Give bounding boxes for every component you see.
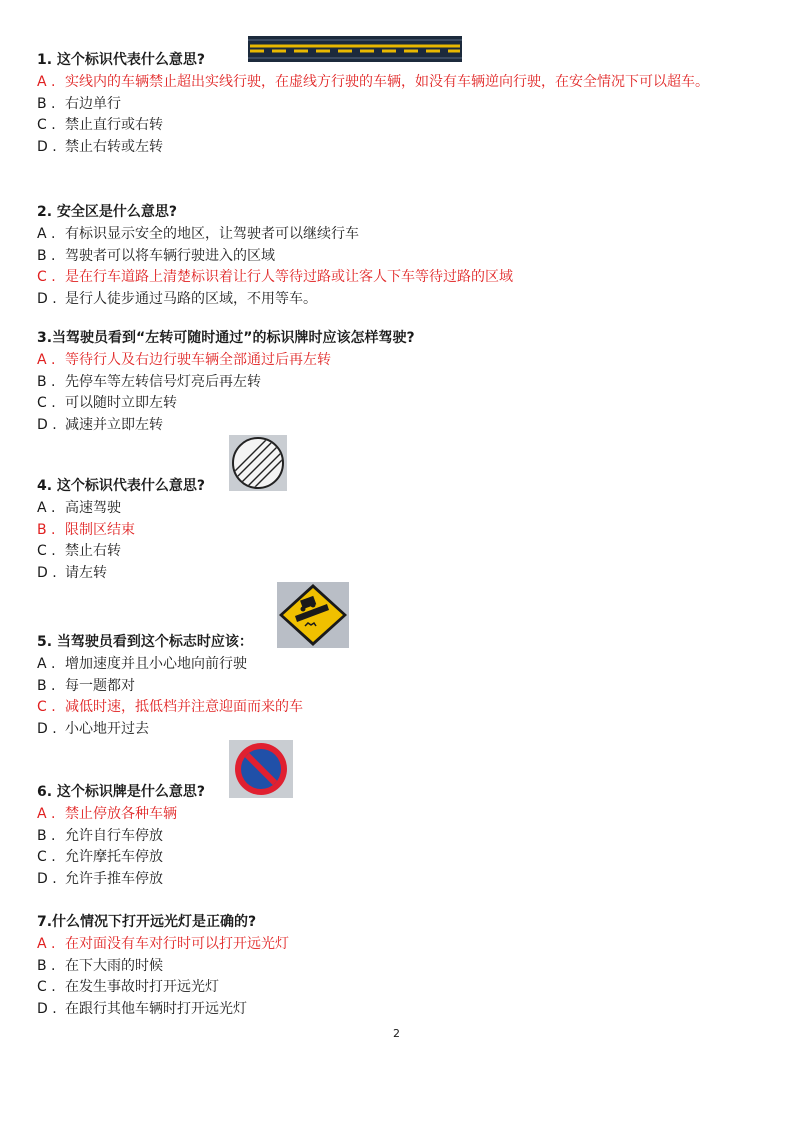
- question-4: [37, 476, 767, 584]
- option-a: A . 禁止停放各种车辆: [37, 806, 177, 822]
- option-b: B . 右边单行: [37, 95, 121, 112]
- option-a: A . 实线内的车辆禁止超出实线行驶，在虚线方行驶的车辆，如没有车辆逆向行驶，在安全情况下可以超车。: [37, 74, 709, 90]
- option-c: C . 是在行车道路上清楚标识着让行人等待过路或让客人下车等待过路的区域: [37, 269, 513, 286]
- option-d: D . 禁止右转或左转: [37, 138, 163, 155]
- option-d: D . 允许手推车停放: [37, 870, 163, 887]
- road-marking-double-line-icon: [248, 36, 462, 62]
- option-d: D . 减速并立即左转: [37, 416, 163, 433]
- option-c: C . 在发生事故时打开远光灯: [37, 979, 219, 996]
- question-title: 2. 安全区是什么意思?: [37, 204, 178, 220]
- no-parking-sign-icon: [229, 740, 293, 798]
- question-title: 3.当驾驶员看到“左转可随时通过”的标识牌时应该怎样驾驶?: [37, 330, 415, 346]
- question-title: 5. 当驾驶员看到这个标志时应该：: [37, 634, 253, 650]
- page-number: 2: [393, 1027, 400, 1040]
- option-c: C . 禁止右转: [37, 543, 121, 560]
- option-d: D . 请左转: [37, 564, 107, 581]
- option-d: D . 是行人徒步通过马路的区域，不用等车。: [37, 290, 317, 307]
- question-title: 7.什么情况下打开远光灯是正确的?: [37, 914, 257, 930]
- option-b: B . 驾驶者可以将车辆行驶进入的区域: [37, 247, 275, 264]
- option-c: C . 禁止直行或右转: [37, 117, 163, 134]
- option-d: D . 在跟行其他车辆时打开远光灯: [37, 1000, 247, 1017]
- option-b: B . 限制区结束: [37, 521, 135, 538]
- option-c: C . 允许摩托车停放: [37, 849, 163, 866]
- option-c: C . 减低时速，抵低档并注意迎面而来的车: [37, 699, 303, 716]
- question-1: [37, 50, 767, 158]
- option-d: D . 小心地开过去: [37, 720, 149, 737]
- question-3: [37, 328, 767, 436]
- option-b: B . 先停车等左转信号灯亮后再左转: [37, 373, 261, 390]
- question-5: [37, 632, 767, 740]
- question-2: [37, 202, 767, 310]
- option-b: B . 每一题都对: [37, 677, 135, 694]
- question-6: [37, 782, 767, 890]
- option-a: A . 在对面没有车对行时可以打开远光灯: [37, 936, 289, 952]
- steep-descent-warning-sign-icon: [277, 582, 349, 648]
- option-c: C . 可以随时立即左转: [37, 395, 177, 412]
- option-a: A . 增加速度并且小心地向前行驶: [37, 656, 247, 672]
- option-a: A . 有标识显示安全的地区，让驾驶者可以继续行车: [37, 226, 359, 242]
- question-7: [37, 912, 767, 1020]
- option-a: A . 高速驾驶: [37, 500, 121, 516]
- option-a: A . 等待行人及右边行驶车辆全部通过后再左转: [37, 352, 331, 368]
- option-b: B . 在下大雨的时候: [37, 957, 163, 974]
- question-title: 6. 这个标识牌是什么意思?: [37, 784, 206, 800]
- option-b: B . 允许自行车停放: [37, 827, 163, 844]
- end-of-restriction-sign-icon: [229, 435, 287, 491]
- question-title: 4. 这个标识代表什么意思?: [37, 478, 206, 494]
- question-title: 1. 这个标识代表什么意思?: [37, 52, 206, 68]
